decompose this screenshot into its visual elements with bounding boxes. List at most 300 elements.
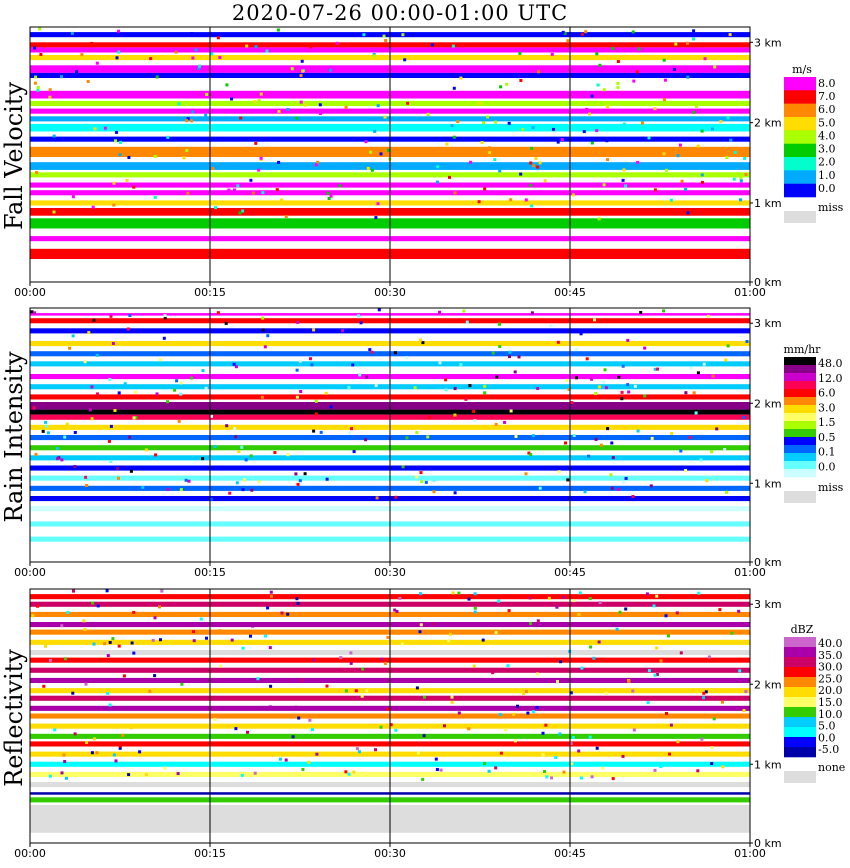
echo-speckle (179, 393, 182, 396)
x-tick-label: 00:30 (374, 566, 406, 579)
echo-speckle (692, 29, 695, 32)
echo-speckle (727, 116, 730, 119)
echo-speckle (239, 117, 242, 120)
echo-speckle (454, 191, 457, 194)
echo-speckle (521, 128, 524, 131)
echo-speckle (180, 382, 183, 385)
echo-speckle (625, 477, 628, 480)
echo-speckle (311, 728, 314, 731)
colorbar-swatch (784, 357, 816, 365)
echo-speckle (348, 773, 351, 776)
echo-speckle (362, 33, 365, 36)
echo-speckle (293, 153, 296, 156)
colorbar-label: 30.0 (818, 660, 843, 674)
echo-speckle (725, 491, 728, 494)
echo-speckle (529, 453, 532, 456)
echo-speckle (93, 643, 96, 646)
echo-speckle (127, 328, 130, 331)
echo-speckle (319, 103, 322, 106)
echo-speckle (458, 712, 461, 715)
echo-speckle (419, 630, 422, 633)
echo-speckle (599, 601, 602, 604)
echo-speckle (723, 448, 726, 451)
echo-speckle (627, 391, 630, 394)
echo-speckle (662, 309, 665, 312)
echo-speckle (440, 769, 443, 772)
y-tick-label: 0 km (754, 837, 782, 850)
echo-speckle (626, 383, 629, 386)
y-tick-label: 3 km (754, 598, 782, 612)
echo-speckle (536, 706, 539, 709)
echo-speckle (109, 460, 112, 463)
echo-speckle (299, 390, 302, 393)
echo-speckle (394, 351, 397, 354)
echo-speckle (159, 638, 162, 641)
echo-speckle (452, 591, 455, 594)
echo-speckle (36, 605, 39, 608)
colorbar-swatch (784, 737, 816, 747)
echo-speckle (116, 467, 119, 470)
echo-speckle (261, 191, 264, 194)
echo-speckle (201, 457, 204, 460)
echo-speckle (49, 88, 52, 91)
colorbar-swatch (784, 707, 816, 717)
echo-speckle (31, 310, 34, 313)
echo-speckle (31, 614, 34, 617)
echo-speckle (680, 651, 683, 654)
echo-speckle (664, 79, 667, 82)
echo-speckle (312, 328, 315, 331)
echo-speckle (301, 768, 304, 771)
echo-speckle (134, 391, 137, 394)
echo-speckle (301, 60, 304, 63)
echo-speckle (128, 314, 131, 317)
echo-speckle (60, 458, 63, 461)
echo-speckle (415, 431, 418, 434)
echo-speckle (85, 683, 88, 686)
echo-speckle (605, 692, 608, 695)
echo-speckle (63, 760, 66, 763)
echo-speckle (185, 479, 188, 482)
echo-speckle (262, 329, 265, 332)
echo-speckle (280, 199, 283, 202)
echo-speckle (454, 387, 457, 390)
echo-speckle (53, 211, 56, 214)
colorbar-swatch (784, 717, 816, 727)
echo-speckle (529, 184, 532, 187)
echo-speckle (92, 319, 95, 322)
echo-speckle (128, 436, 131, 439)
echo-speckle (495, 376, 498, 379)
echo-speckle (110, 425, 113, 428)
echo-speckle (738, 669, 741, 672)
echo-speckle (49, 775, 52, 778)
y-tick-label: 0 km (754, 556, 782, 569)
echo-speckle (557, 341, 560, 344)
x-tick-label: 00:15 (194, 847, 226, 860)
echo-speckle (398, 597, 401, 600)
echo-speckle (726, 707, 729, 710)
echo-speckle (180, 683, 183, 686)
echo-speckle (727, 344, 730, 347)
echo-speckle (236, 481, 239, 484)
echo-speckle (595, 52, 598, 55)
echo-speckle (604, 368, 607, 371)
echo-speckle (684, 469, 687, 472)
colorbar-label: 3.0 (818, 142, 836, 156)
y-tick-label: 0 km (754, 276, 782, 289)
echo-speckle (572, 736, 575, 739)
echo-speckle (320, 431, 323, 434)
echo-speckle (591, 95, 594, 98)
echo-speckle (673, 68, 676, 71)
echo-speckle (532, 126, 535, 129)
echo-speckle (433, 623, 436, 626)
echo-speckle (696, 769, 699, 772)
echo-speckle (309, 46, 312, 49)
echo-speckle (676, 611, 679, 614)
echo-speckle (119, 153, 122, 156)
echo-speckle (145, 773, 148, 776)
echo-speckle (217, 36, 220, 39)
echo-speckle (457, 592, 460, 595)
echo-speckle (695, 105, 698, 108)
echo-speckle (186, 192, 189, 195)
echo-speckle (361, 695, 364, 698)
echo-speckle (468, 384, 471, 387)
echo-speckle (498, 169, 501, 172)
echo-speckle (417, 752, 420, 755)
echo-speckle (632, 80, 635, 83)
echo-speckle (132, 652, 135, 655)
echo-speckle (690, 367, 693, 370)
echo-speckle (623, 123, 626, 126)
echo-speckle (383, 35, 386, 38)
echo-speckle (183, 156, 186, 159)
echo-speckle (474, 592, 477, 595)
echo-speckle (488, 151, 491, 154)
echo-speckle (503, 421, 506, 424)
colorbar-swatch (784, 104, 816, 118)
echo-speckle (570, 762, 573, 765)
colorbar-label: 3.0 (818, 401, 836, 415)
echo-speckle (563, 771, 566, 774)
echo-speckle (544, 724, 547, 727)
echo-speckle (419, 339, 422, 342)
echo-speckle (579, 591, 582, 594)
echo-speckle (565, 379, 568, 382)
echo-speckle (697, 145, 700, 148)
colorbar-swatch (784, 130, 816, 144)
echo-speckle (739, 198, 742, 201)
echo-speckle (469, 161, 472, 164)
echo-speckle (367, 167, 370, 170)
echo-speckle (191, 57, 194, 60)
colorbar-label: 10.0 (818, 707, 843, 721)
colorbar-label: 6.0 (818, 103, 836, 117)
echo-speckle (453, 136, 456, 139)
echo-speckle (195, 48, 198, 51)
echo-speckle (577, 750, 580, 753)
echo-speckle (103, 642, 106, 645)
echo-speckle (266, 50, 269, 53)
echo-speckle (587, 455, 590, 458)
echo-speckle (237, 450, 240, 453)
echo-speckle (435, 758, 438, 761)
echo-speckle (436, 181, 439, 184)
echo-speckle (297, 602, 300, 605)
y-tick-label: 3 km (754, 317, 782, 331)
echo-speckle (309, 357, 312, 360)
echo-speckle (246, 731, 249, 734)
echo-speckle (85, 484, 88, 487)
colorbar-label: 20.0 (818, 684, 843, 698)
echo-speckle (737, 610, 740, 613)
echo-speckle (115, 759, 118, 762)
echo-speckle (373, 54, 376, 57)
echo-speckle (428, 416, 431, 419)
echo-speckle (544, 179, 547, 182)
echo-speckle (426, 435, 429, 438)
echo-speckle (164, 767, 167, 770)
echo-speckle (522, 692, 525, 695)
echo-speckle (214, 206, 217, 209)
echo-speckle (394, 496, 397, 499)
echo-speckle (190, 32, 193, 35)
echo-speckle (592, 657, 595, 660)
echo-speckle (519, 173, 522, 176)
echo-speckle (53, 135, 56, 138)
echo-speckle (552, 128, 555, 131)
echo-speckle (692, 38, 695, 41)
echo-speckle (210, 52, 213, 55)
echo-speckle (80, 53, 83, 56)
echo-speckle (693, 391, 696, 394)
echo-speckle (49, 659, 52, 662)
echo-speckle (365, 375, 368, 378)
echo-speckle (636, 70, 639, 73)
echo-speckle (416, 686, 419, 689)
x-tick-label: 00:15 (194, 566, 226, 579)
echo-speckle (451, 696, 454, 699)
echo-speckle (526, 712, 529, 715)
echo-speckle (566, 478, 569, 481)
echo-speckle (261, 396, 264, 399)
colorbar-swatch (784, 373, 816, 381)
echo-speckle (620, 397, 623, 400)
echo-speckle (329, 69, 332, 72)
echo-speckle (53, 728, 56, 731)
echo-speckle (578, 613, 581, 616)
y-tick-label: 2 km (754, 678, 782, 692)
echo-speckle (414, 386, 417, 389)
colorbar-label: 40.0 (818, 637, 843, 650)
echo-speckle (512, 713, 515, 716)
echo-speckle (236, 184, 239, 187)
echo-speckle (94, 127, 97, 130)
echo-speckle (483, 391, 486, 394)
echo-speckle (670, 432, 673, 435)
echo-speckle (60, 75, 63, 78)
echo-speckle (300, 101, 303, 104)
echo-speckle (402, 465, 405, 468)
echo-speckle (651, 437, 654, 440)
echo-speckle (374, 714, 377, 717)
echo-speckle (110, 315, 113, 318)
echo-speckle (85, 741, 88, 744)
echo-speckle (555, 606, 558, 609)
echo-speckle (697, 592, 700, 595)
echo-speckle (606, 427, 609, 430)
echo-speckle (277, 161, 280, 164)
echo-speckle (106, 589, 109, 592)
echo-speckle (589, 646, 592, 649)
echo-speckle (588, 113, 591, 116)
echo-speckle (742, 416, 745, 419)
colorbar-swatch (784, 413, 816, 421)
echo-speckle (509, 198, 512, 201)
echo-speckle (619, 611, 622, 614)
echo-speckle (624, 184, 627, 187)
echo-speckle (600, 444, 603, 447)
colorbar-swatch (784, 677, 816, 687)
echo-speckle (109, 641, 112, 644)
echo-speckle (447, 639, 450, 642)
echo-speckle (115, 131, 118, 134)
x-tick-label: 01:00 (734, 566, 766, 579)
echo-speckle (371, 169, 374, 172)
echo-speckle (518, 52, 521, 55)
echo-speckle (297, 717, 300, 720)
echo-speckle (632, 495, 635, 498)
echo-speckle (258, 480, 261, 483)
echo-speckle (269, 705, 272, 708)
echo-speckle (295, 117, 298, 120)
echo-speckle (439, 361, 442, 364)
x-tick-label: 00:00 (14, 566, 46, 579)
echo-speckle (33, 47, 36, 50)
echo-speckle (256, 677, 259, 680)
echo-speckle (710, 450, 713, 453)
echo-speckle (66, 423, 69, 426)
colorbar-swatch (784, 647, 816, 657)
colorbar-swatch (784, 697, 816, 707)
echo-speckle (111, 637, 114, 640)
echo-speckle (114, 139, 117, 142)
echo-speckle (688, 436, 691, 439)
echo-speckle (718, 608, 721, 611)
colorbar-label: 0.1 (818, 445, 836, 459)
echo-speckle (616, 628, 619, 631)
echo-speckle (156, 76, 159, 79)
echo-speckle (131, 642, 134, 645)
echo-speckle (713, 717, 716, 720)
echo-speckle (507, 664, 510, 667)
echo-speckle (710, 762, 713, 765)
echo-speckle (296, 321, 299, 324)
echo-speckle (114, 409, 117, 412)
echo-speckle (572, 599, 575, 602)
echo-speckle (374, 748, 377, 751)
echo-speckle (519, 79, 522, 82)
echo-speckle (654, 188, 657, 191)
y-tick-label: 1 km (754, 196, 782, 210)
echo-speckle (443, 724, 446, 727)
echo-speckle (415, 476, 418, 479)
echo-speckle (175, 379, 178, 382)
echo-speckle (681, 180, 684, 183)
echo-speckle (686, 76, 689, 79)
echo-speckle (646, 592, 649, 595)
echo-speckle (562, 31, 565, 34)
echo-speckle (451, 701, 454, 704)
colorbar-label: 8.0 (818, 77, 836, 90)
echo-speckle (296, 369, 299, 372)
echo-speckle (242, 488, 245, 491)
echo-speckle (154, 196, 157, 199)
echo-speckle (153, 674, 156, 677)
echo-speckle (584, 490, 587, 493)
panel-label-reflectivity: Reflectivity (0, 649, 28, 787)
echo-speckle (488, 146, 491, 149)
echo-speckle (405, 436, 408, 439)
colorbar-swatch (784, 687, 816, 697)
colorbar-missing-swatch (784, 491, 816, 503)
echo-speckle (240, 446, 243, 449)
echo-speckle (315, 753, 318, 756)
echo-speckle (616, 86, 619, 89)
echo-speckle (451, 124, 454, 127)
echo-speckle (315, 400, 318, 403)
echo-speckle (421, 778, 424, 781)
echo-speckle (721, 765, 724, 768)
echo-speckle (61, 771, 64, 774)
x-tick-label: 00:45 (554, 847, 586, 860)
echo-speckle (365, 140, 368, 143)
echo-speckle (112, 204, 115, 207)
echo-speckle (90, 42, 93, 45)
echo-speckle (60, 624, 63, 627)
echo-speckle (715, 427, 718, 430)
echo-speckle (326, 685, 329, 688)
echo-speckle (68, 347, 71, 350)
echo-speckle (349, 651, 352, 654)
echo-speckle (190, 377, 193, 380)
echo-speckle (269, 646, 272, 649)
echo-speckle (423, 696, 426, 699)
echo-speckle (377, 202, 380, 205)
echo-speckle (64, 657, 67, 660)
echo-speckle (113, 754, 116, 757)
echo-speckle (34, 76, 37, 79)
echo-speckle (251, 625, 254, 628)
echo-speckle (355, 689, 358, 692)
echo-speckle (152, 639, 155, 642)
echo-speckle (515, 435, 518, 438)
echo-speckle (704, 57, 707, 60)
echo-speckle (660, 659, 663, 662)
echo-speckle (647, 701, 650, 704)
x-tick-label: 00:00 (14, 286, 46, 299)
echo-speckle (581, 33, 584, 36)
echo-speckle (549, 324, 552, 327)
echo-speckle (531, 696, 534, 699)
echo-speckle (148, 690, 151, 693)
echo-speckle (478, 200, 481, 203)
colorbar-swatch (784, 397, 816, 405)
echo-speckle (452, 45, 455, 48)
echo-speckle (132, 611, 135, 614)
